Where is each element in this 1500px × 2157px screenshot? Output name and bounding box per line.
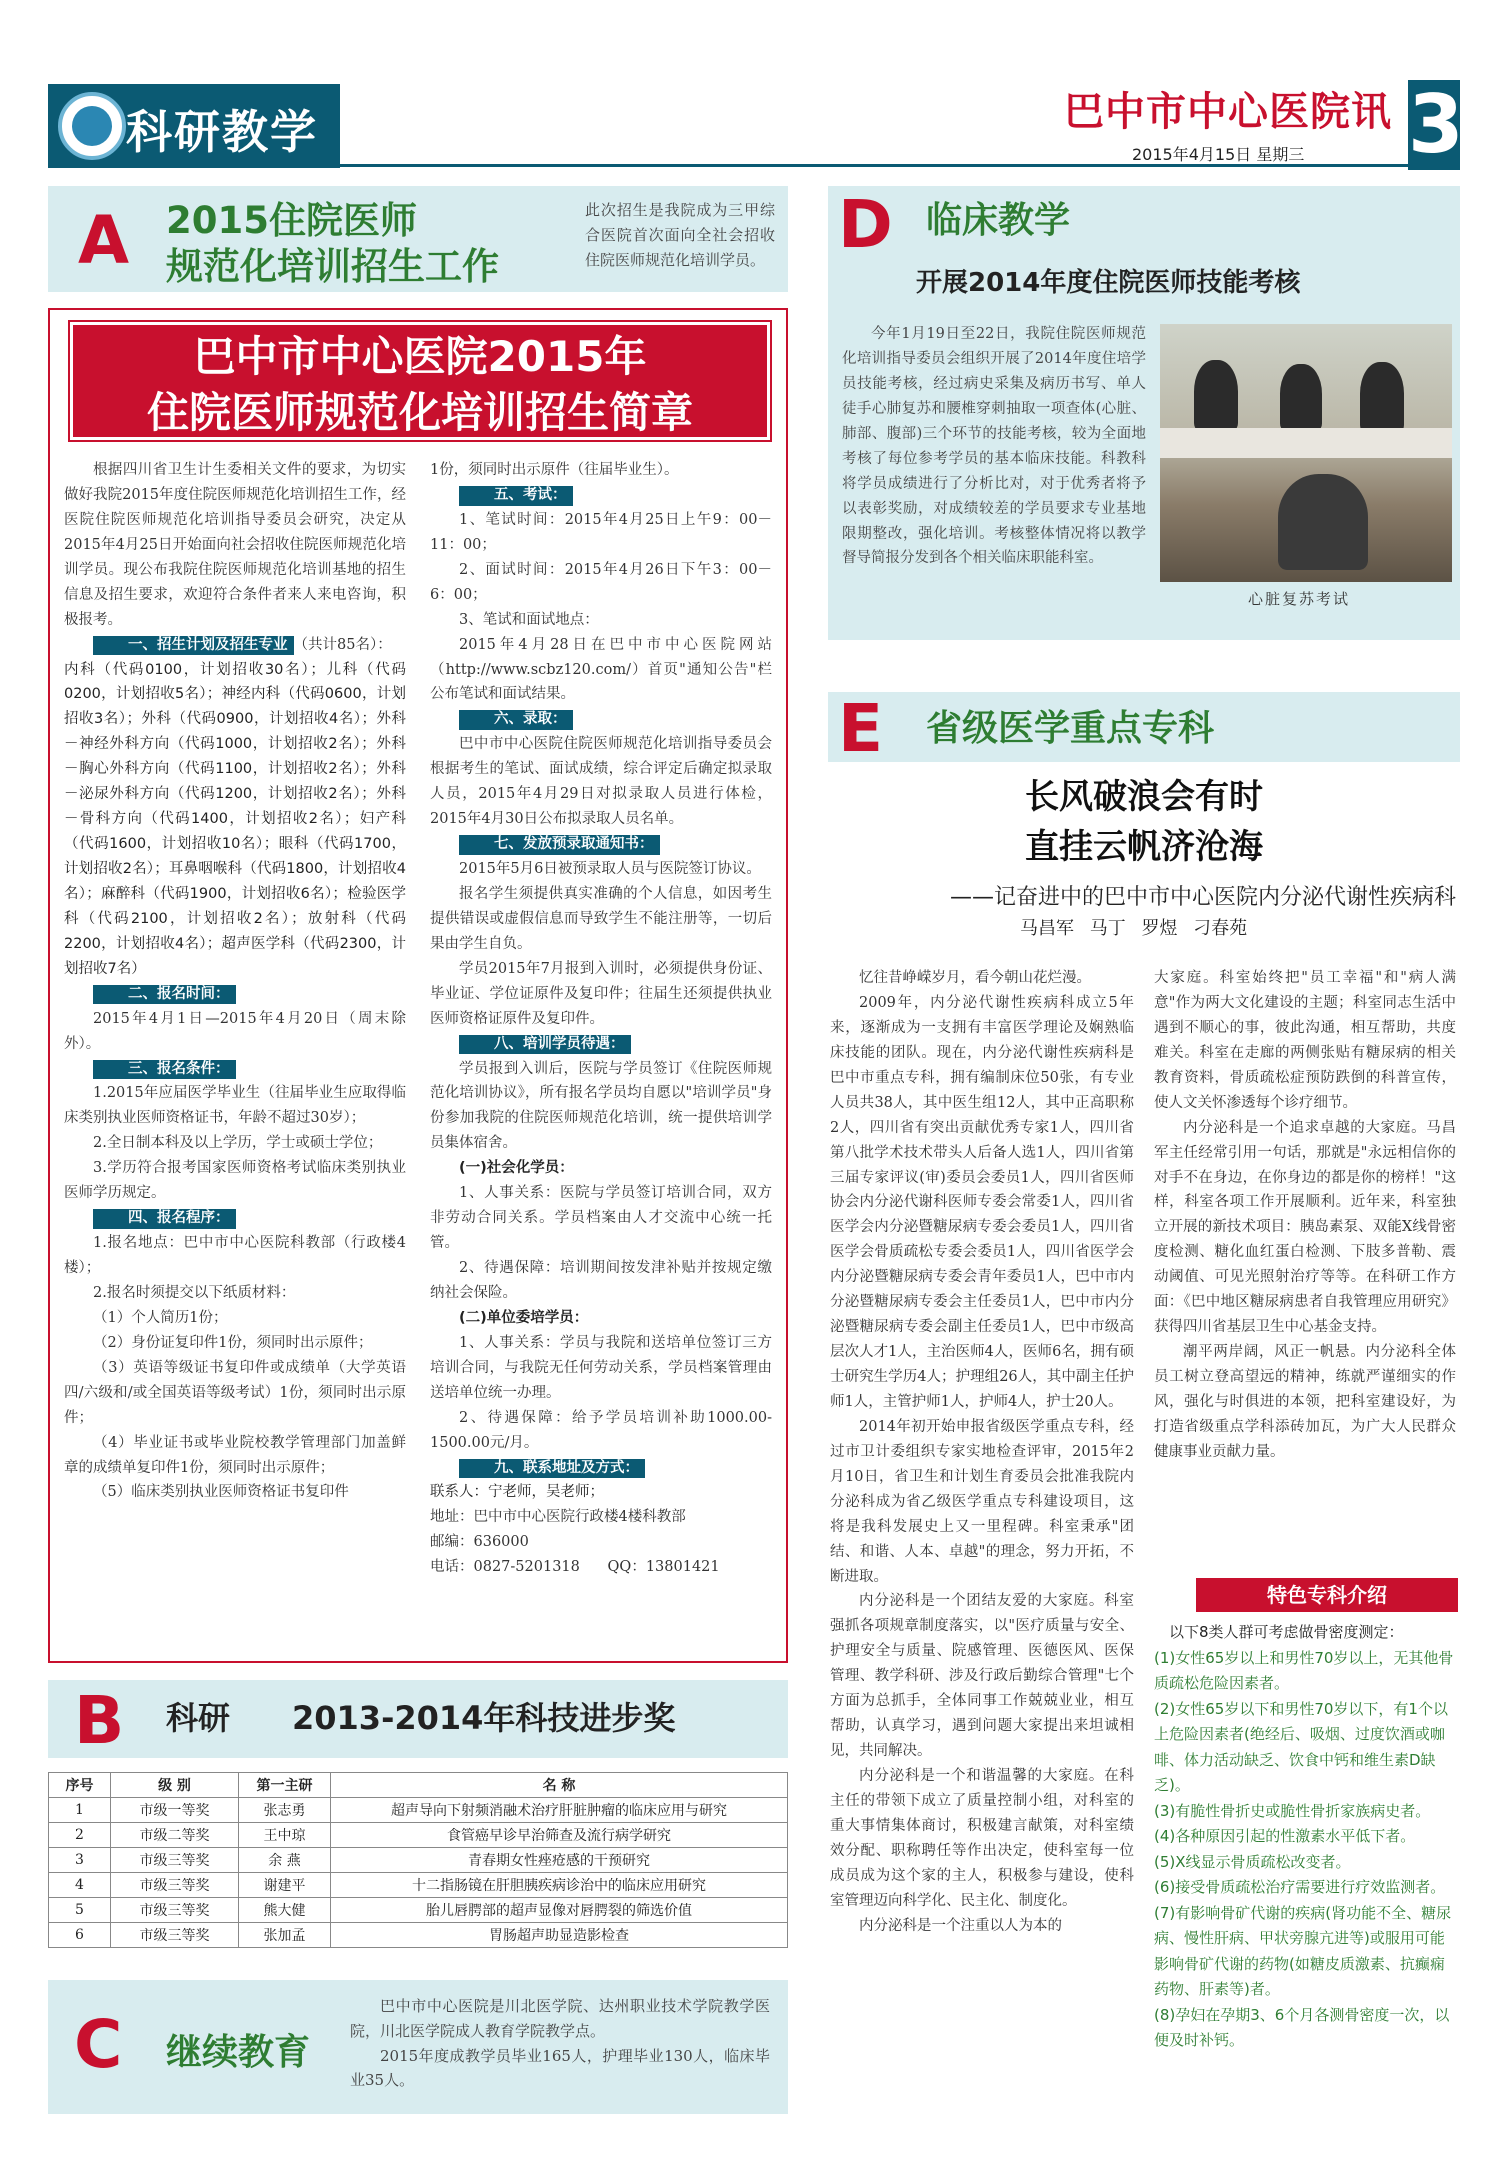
- section-b-title: 2013-2014年科技进步奖: [292, 1699, 676, 1737]
- section-b-label: 科研: [166, 1699, 231, 1737]
- section-e-column-1: 忆往昔峥嵘岁月，看今朝山花烂漫。 2009年，内分泌代谢性疾病科成立5年来，逐渐成为一支拥有丰富医学理论及娴熟临床技能的团队。现在，内分泌代谢性疾病科是巴中市重点专科，拥有编制床位50张，有专业人员共38人，其中医生组12人，其中正高职称2人，四川省有突出贡献优秀专家1人，四川省第八批学术技术带头人后备人选1人，四川省第三届专家评议(审)委员会委员1人，四川省医师协会内分泌代谢科医师专委会常委1人，四川省医学会内分泌暨糖尿病专委会委员1人，四川省医学会骨质疏松专委会委员1人，四川省医学会内分泌暨糖尿病专委会青年委员1人，巴中市内分泌暨糖尿病专委会主任委员1人，巴中市内分泌暨糖尿病专委会副主任委员1人，巴中市级高层次人才1人，主治医师4人，医师6名，拥有硕士研究生学历4人；护理组26人，其中副主任护师1人，主管护师1人，护师4人，护士20人。 2014年初开始申报省级医学重点专科，经过市卫计委组织专家实地检查评审，2015年2月10日，省卫生和计划生育委员会批准我院内分泌科成为省乙级医学重点专科建设项目，这将是我科发展史上又一里程碑。科室秉承"团结、和谐、人本、卓越"的理念，努力开拓，不断进取。 内分泌科是一个团结友爱的大家庭。科室强抓各项规章制度落实，以"医疗质量与安全、护理安全与质量、院感管理、医德医风、医保管理、教学科研、涉及行政后勤综合管理"七个方面为总抓手，全体同事工作兢兢业业，相互帮助，认真学习，遇到问题大家提出来坦诚相见，共同解决。 内分泌科是一个和谐温馨的大家庭。在科主任的带领下成立了质量控制小组，对科室的重大事情集体商讨，积极建言献策，对科室绩效分配、职称聘任等作出决定，使科室每一位成员成为这个家的主人，积极参与建设，使科室管理迈向科学化、民主化、制度化。 内分泌科是一个注重以人为本的: [830, 970, 1134, 1934]
- table-row: 2 市级二等奖 王中琼 食管癌早诊早治筛查及流行病学研究: [49, 1823, 788, 1848]
- section-e-headline: 长风破浪会有时 直挂云帆济沧海: [1025, 777, 1263, 867]
- section-d-title: 临床教学: [926, 200, 1071, 241]
- heading-contact: 九、联系地址及方式：: [459, 1459, 645, 1479]
- award-table: [48, 1772, 788, 1948]
- section-c-title: 继续教育: [166, 2032, 311, 2073]
- heading-notice: 七、发放预录取通知书：: [459, 835, 660, 855]
- section-a-intro: 此次招生是我院成为三甲综合医院首次面向全社会招收住院医师规范化培训学员。: [585, 201, 775, 269]
- paper-name: 巴中市中心医院讯: [1064, 89, 1392, 135]
- award-table-header: 序号 级 别 第一主研 名 称: [49, 1773, 788, 1798]
- section-e-subhead: ——记奋进中的巴中市中心医院内分泌代谢性疾病科: [949, 885, 1456, 910]
- heading-admission: 六、录取：: [459, 710, 573, 730]
- list-item: (6)接受骨质疏松治疗需要进行疗效监测者。: [1154, 1878, 1446, 1896]
- publication-date: 2015年4月15日 星期三: [1132, 145, 1305, 164]
- section-a-title: 2015住院医师 规范化培训招生工作: [166, 199, 499, 289]
- admission-notice-left-column: 根据四川省卫生计生委相关文件的要求，为切实做好我院2015年度住院医师规范化培训招生工作，经医院住院医师规范化培训指导委员会研究，决定从2015年4月25日开始面向社会招收住院医师规范化培训学员。现公布我院住院医师规范化培训基地的招生信息及招生要求，欢迎符合条件者来人来电咨询，积极报考。 一、招生计划及招生专业 （共计85名）： 内科（代码0100，计划招收30名）；儿科（代码0200，计划招收5名）；神经内科（代码0600，计划招收3名）；外科（代码0900，计划招收4名）；外科－神经外科方向（代码1000，计划招收2名）；外科－胸心外科方向（代码1100，计划招收2名）；外科－泌尿外科方向（代码1200，计划招收2名）；外科－骨科方向（代码1400，计划招收2名）；妇产科（代码1600，计划招收10名）；眼科（代码1700，计划招收2名）；耳鼻咽喉科（代码1800，计划招收4名）；麻醉科（代码1900，计划招收6名）；检验医学科（代码2100，计划招收2名）；放射科（代码2200，计划招收4名）；超声医学科（代码2300，计划招收7名） 二、报名时间： 2015年4月1日—2015年4月20日（周末除外）。 三、报名条件： 1.2015年应届医学毕业生（往届毕业生应取得临床类别执业医师资格证书，年龄不超过30岁）； 2.全日制本科及以上学历，学士或硕士学位； 3.学历符合报考国家医师资格考试临床类别执业医师学历规定。 四、报名程序： 1.报名地点：巴中市中心医院科教部（行政楼4楼）； 2.报名时须提交以下纸质材料： （1）个人简历1份； （2）身份证复印件1份，须同时出示原件； （3）英语等级证书复印件或成绩单（大学英语四/六级和/或全国英语等级考试）1份，须同时出示原件； （4）毕业证书或毕业院校教学管理部门加盖鲜章的成绩单复印件1份，须同时出示原件； （5）临床类别执业医师资格证书复印件: [64, 462, 406, 1501]
- section-e-title: 省级医学重点专科: [926, 708, 1215, 749]
- section-d-letter: D: [838, 186, 893, 263]
- table-row: 1 市级一等奖 张志勇 超声导向下射频消融术治疗肝脏肿瘤的临床应用与研究: [49, 1798, 788, 1823]
- feature-title: 特色专科介绍: [1196, 1578, 1458, 1612]
- table-row: 3 市级三等奖 余 燕 青春期女性痤疮感的干预研究: [49, 1848, 788, 1873]
- heading-plan: 一、招生计划及招生专业: [93, 636, 294, 656]
- list-item: (8)孕妇在孕期3、6个月各测骨密度一次，以便及时补钙。: [1154, 2005, 1450, 2049]
- heading-procedure: 四、报名程序：: [93, 1209, 236, 1229]
- heading-time: 二、报名时间：: [93, 985, 236, 1005]
- heading-exam: 五、考试：: [459, 486, 573, 506]
- section-d-body: 今年1月19日至22日，我院住院医师规范化培训指导委员会组织开展了2014年度住培学员技能考核，经过病史采集及病历书写、单人徒手心肺复苏和腰椎穿刺抽取一项查体(心脏、肺部、腹部)三个环节的技能考核，较为全面地考核了每位参考学员的基本临床技能。科教科将学员成绩进行了分析比对，对于优秀者将予以表彰奖励，对成绩较差的学员要求专业基地限期整改，强化培训。考核整体情况将以教学督导简报分发到各个相关临床职能科室。: [842, 326, 1146, 567]
- section-c-text: 巴中市中心医院是川北医学院、达州职业技术学院教学医院，川北医学院成人教育学院教学点。 2015年度成教学员毕业165人，护理毕业130人，临床毕业35人。: [350, 1997, 770, 2090]
- section-b-letter: B: [74, 1682, 125, 1759]
- list-item: (7)有影响骨矿代谢的疾病(肾功能不全、糖尿病、慢性肝病、甲状旁腺亢进等)或服用可能影响骨矿代谢的药物(如糖皮质激素、抗癫痫药物、肝素等)者。: [1154, 1903, 1452, 1998]
- page-number: 3: [1408, 78, 1464, 171]
- plan-list: 内科（代码0100，计划招收30名）；儿科（代码0200，计划招收5名）；神经内科（代码0600，计划招收3名）；外科（代码0900，计划招收4名）；外科－神经外科方向（代码1000，计划招收2名）；外科－胸心外科方向（代码1100，计划招收2名）；外科－泌尿外科方向（代码1200，计划招收2名）；外科－骨科方向（代码1400，计划招收2名）；妇产科（代码1600，计划招收10名）；眼科（代码1700，计划招收2名）；耳鼻咽喉科（代码1800，计划招收4名）；麻醉科（代码1900，计划招收6名）；检验医学科（代码2100，计划招收2名）；放射科（代码2200，计划招收4名）；超声医学科（代码2300，计划招收7名）: [64, 661, 406, 977]
- photo-caption: 心脏复苏考试: [1248, 590, 1351, 608]
- list-item: (1)女性65岁以上和男性70岁以上，无其他骨质疏松危险因素者。: [1154, 1648, 1454, 1692]
- section-e-letter: E: [838, 690, 884, 767]
- skills-exam-photo: [1160, 324, 1452, 582]
- feature-list: 以下8类人群可考虑做骨密度测定： (1)女性65岁以上和男性70岁以上，无其他骨质疏松危险因素者。 (2)女性65岁以下和男性70岁以下，有1个以上危险因素者(绝经后、吸烟、过度饮酒或咖啡、体力活动缺乏、饮食中钙和维生素D缺乏)。 (3)有脆性骨折史或脆性骨折家族病史者。 (4)各种原因引起的性激素水平低下者。 (5)X线显示骨质疏松改变者。 (6)接受骨质疏松治疗需要进行疗效监测者。 (7)有影响骨矿代谢的疾病(肾功能不全、糖尿病、慢性肝病、甲状旁腺亢进等)或服用可能影响骨矿代谢的药物(如糖皮质激素、抗癫痫药物、肝素等)者。 (8)孕妇在孕期3、6个月各测骨密度一次，以便及时补钙。: [1154, 1620, 1456, 2054]
- table-row: 6 市级三等奖 张加孟 胃肠超声助显造影检查: [49, 1923, 788, 1948]
- admission-notice-right-column: 1份，须同时出示原件（往届毕业生）。 五、考试： 1、笔试时间：2015年4月25日上午9：00－11：00； 2、面试时间：2015年4月26日下午3：00－6：00； 3、笔试和面试地点： 2015年4月28日在巴中市中心医院网站（http://www.scbz120.com/）首页"通知公告"栏公布笔试和面试结果。 六、录取： 巴中市中心医院住院医师规范化培训指导委员会根据考生的笔试、面试成绩，综合评定后确定拟录取人员，2015年4月29日对拟录取人员进行体检，2015年4月30日公布拟录取人员名单。 七、发放预录取通知书： 2015年5月6日被预录取人员与医院签订协议。 报名学生须提供真实准确的个人信息，如因考生提供错误或虚假信息而导致学生不能注册等，一切后果由学生自负。 学员2015年7月报到入训时，必须提供身份证、毕业证、学位证原件及复印件；往届生还须提供执业医师资格证原件及复印件。 八、培训学员待遇： 学员报到入训后，医院与学员签订《住院医师规范化培训协议》，所有报名学员均自愿以"培训学员"身份参加我院的住院医师规范化培训，统一提供培训学员集体宿舍。 (一)社会化学员： 1、人事关系：医院与学员签订培训合同，双方非劳动合同关系。学员档案由人才交流中心统一托管。 2、待遇保障：培训期间按发津补贴并按规定缴纳社会保险。 (二)单位委培学员： 1、人事关系：学员与我院和送培单位签订三方培训合同，与我院无任何劳动关系，学员档案管理由送培单位统一办理。 2、待遇保障：给予学员培训补助1000.00-1500.00元/月。 九、联系地址及方式： 联系人：宁老师，吴老师； 地址：巴中市中心医院行政楼4楼科教部 邮编：636000 电话：0827-5201318 QQ：13801421: [430, 462, 772, 1576]
- section-e-column-2: 大家庭。科室始终把"员工幸福"和"病人满意"作为两大文化建设的主题；科室同志生活中遇到不顺心的事，彼此沟通，相互帮助，共度难关。科室在走廊的两侧张贴有糖尿病的相关教育资料，骨质疏松症预防跌倒的科普宣传，使人文关怀渗透每个诊疗细节。 内分泌科是一个追求卓越的大家庭。马昌军主任经常引用一句话，那就是"永远相信你的对手不在身边，在你身边的都是你的榜样！"这样，科室各项工作开展顺利。近年来，科室独立开展的新技术项目：胰岛素泵、双能X线骨密度检测、糖化血红蛋白检测、下肢多普勒、震动阈值、可见光照射治疗等等。在科研工作方面：《巴中地区糖尿病患者自我管理应用研究》获得四川省基层卫生中心基金支持。 潮平两岸阔，风正一帆悬。内分泌科全体员工树立登高望远的精神，练就严谨细实的作风，强化与时俱进的本领，把科室建设好，为打造省级重点学科添砖加瓦，为广大人民群众健康事业贡献力量。: [1154, 970, 1456, 1460]
- list-item: (3)有脆性骨折史或脆性骨折家族病史者。: [1154, 1801, 1431, 1820]
- list-item: (4)各种原因引起的性激素水平低下者。: [1154, 1827, 1416, 1845]
- heading-benefits: 八、培训学员待遇：: [459, 1035, 631, 1055]
- table-row: 4 市级三等奖 谢建平 十二指肠镜在肝胆胰疾病诊治中的临床应用研究: [49, 1873, 788, 1898]
- heading-conditions: 三、报名条件：: [93, 1060, 236, 1080]
- hospital-logo-icon: [58, 92, 126, 160]
- section-c-letter: C: [74, 2006, 123, 2083]
- admission-notice-banner: 巴中市中心医院2015年 住院医师规范化培训招生简章: [70, 322, 770, 440]
- section-d-headline: 开展2014年度住院医师技能考核: [916, 268, 1301, 298]
- section-e-authors: 马昌军 马丁 罗煜 刁春苑: [1020, 918, 1248, 939]
- list-item: (2)女性65岁以下和男性70岁以下，有1个以上危险因素者(绝经后、吸烟、过度饮酒或咖啡、体力活动缺乏、饮食中钙和维生素D缺乏)。: [1154, 1699, 1448, 1794]
- list-item: (5)X线显示骨质疏松改变者。: [1154, 1852, 1351, 1871]
- table-row: 5 市级三等奖 熊大健 胎儿唇腭部的超声显像对唇腭裂的筛选价值: [49, 1898, 788, 1923]
- section-a-letter: A: [78, 202, 130, 279]
- section-tag: 科研教学: [126, 105, 318, 159]
